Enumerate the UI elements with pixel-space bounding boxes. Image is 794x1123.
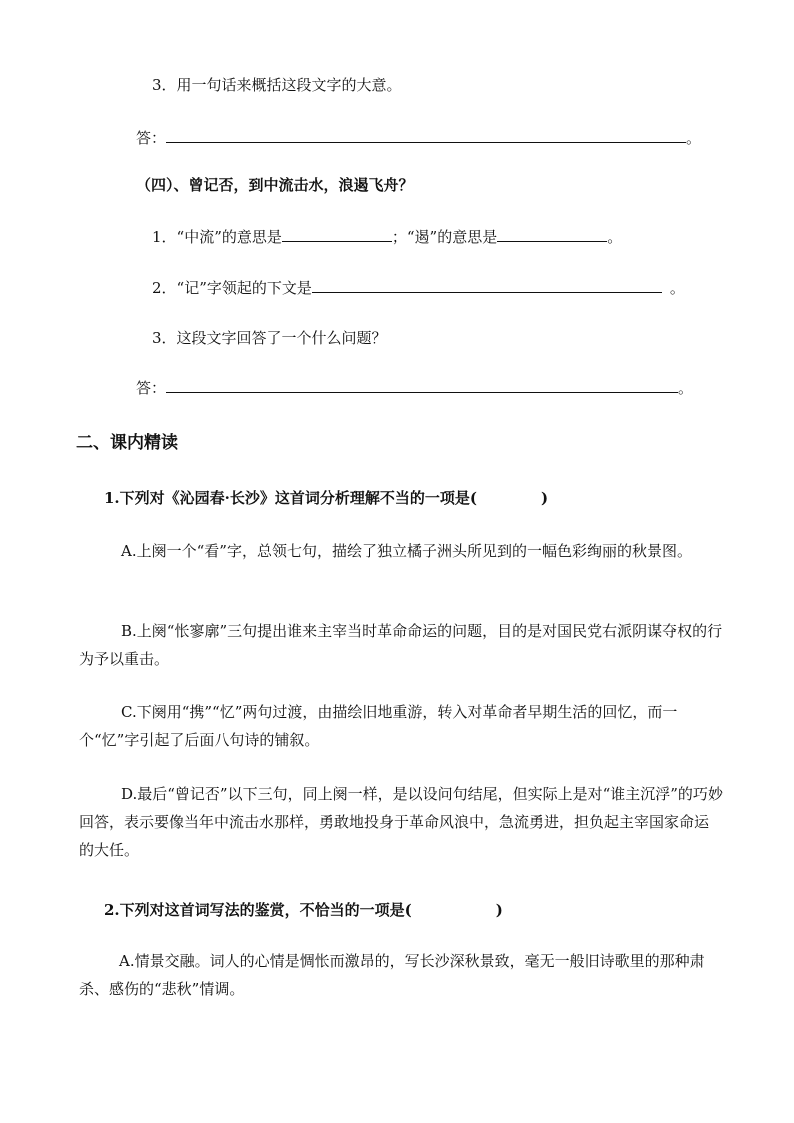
question-2-stem-text: 2.下列对这首词写法的鉴赏，不恰当的一项是( [104,901,412,919]
question-1-stem-end: ) [540,489,549,507]
question-2-stem [104,900,503,920]
ji-following-text-blank[interactable] [312,278,662,293]
answer-end: 。 [686,129,702,147]
part4-answer-line [136,378,693,398]
question-2-end: 。 [669,279,685,297]
part4-question-1 [152,227,622,247]
question-2-option-a: A.情景交融。词人的心情是惆怅而激昂的，写长沙深秋景致，毫无一般旧诗歌里的那种肃杀、感伤的“悲秋”情调。 [79,952,705,998]
question-1-stem-text: 1.下列对《沁园春·长沙》这首词分析理解不当的一项是( [104,489,477,507]
answer-end: 。 [678,379,694,397]
answer-label: 答： [136,129,167,147]
part3-answer-line [136,128,701,148]
section-title: 二、课内精读 [76,433,178,453]
question-1-text-a: 1．“中流”的意思是 [152,228,282,246]
part4-question-2 [152,278,685,298]
part4-question-3: 3．这段文字回答了一个什么问题？ [152,329,387,347]
part4-title: （四）、曾记否，到中流击水，浪遏飞舟？ [136,176,414,194]
answer-blank[interactable] [166,128,686,143]
question-1-option-d: D.最后“曾记否”以下三句，同上阕一样，是以设问句结尾，但实际上是对“谁主沉浮”的巧妙回答，表示要像当年中流击水那样，勇敢地投身于革命风浪中，急流勇进，担负起主宰国家命运的大任。 [79,785,723,859]
answer-label: 答： [136,379,167,397]
question-1-option-a: A.上阕一个“看”字，总领七句，描绘了独立橘子洲头所见到的一幅色彩绚丽的秋景图。 [121,542,692,560]
answer-blank[interactable] [166,378,678,393]
question-2-text: 2．“记”字领起的下文是 [152,279,312,297]
question-2-stem-end: ) [495,901,503,919]
question-1-option-c: C.下阕用“携”“忆”两句过渡，由描绘旧地重游，转入对革命者早期生活的回忆，而一个“忆”字引起了后面八句诗的铺叙。 [79,703,678,749]
e-meaning-blank[interactable] [497,227,607,242]
question-1-end: 。 [607,228,623,246]
question-1-text-b: ；“遏”的意思是 [391,228,498,246]
part3-question-3: 3．用一句话来概括这段文字的大意。 [152,76,402,94]
question-1-option-b: B.上阕“怅寥廓”三句提出谁来主宰当时革命命运的问题，目的是对国民党右派阴谋夺权的行为予以重击。 [79,622,723,668]
question-1-stem [104,488,548,508]
zhongliu-meaning-blank[interactable] [282,227,392,242]
